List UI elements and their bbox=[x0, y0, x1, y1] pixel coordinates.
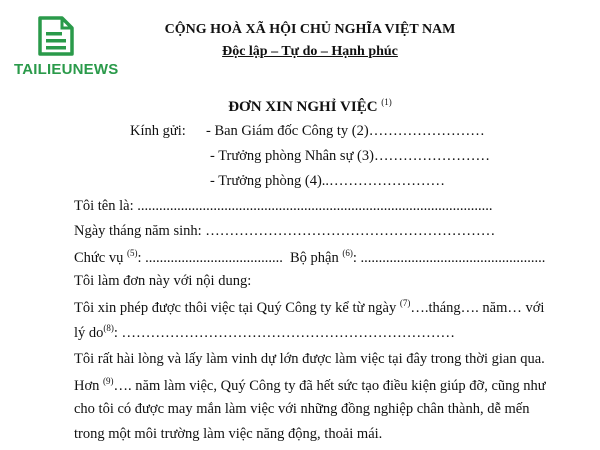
intro-line: Tôi làm đơn này với nội dung: bbox=[74, 273, 252, 289]
position-label: Chức vụ bbox=[74, 249, 124, 266]
paragraph-note: (9) bbox=[103, 376, 114, 386]
reason-note: (8) bbox=[103, 323, 114, 333]
position-field bbox=[74, 248, 283, 267]
paragraph-line-1: Tôi rất hài lòng và lấy làm vinh dự lớn được làm việc tại đây trong thời gian qua. bbox=[74, 351, 545, 367]
paragraph-line-2-a: Hơn bbox=[74, 377, 100, 394]
motto-heading bbox=[0, 44, 600, 60]
position-dots: : ...................................... bbox=[137, 249, 283, 266]
paragraph-line-3: cho tôi có được may mắn làm việc với những đồng nghiệp chân thành, dễ mến bbox=[74, 401, 530, 417]
paragraph-line-4: trong một môi trường làm việc năng động, thoải mái. bbox=[74, 426, 383, 442]
motto-text: Độc lập – Tự do – Hạnh phúc bbox=[222, 44, 398, 59]
title-note: (1) bbox=[381, 97, 392, 107]
dept-label: Bộ phận bbox=[290, 249, 339, 266]
recipient-line-3: - Trưởng phòng (4)..…………………… bbox=[210, 173, 446, 189]
reason-line bbox=[74, 323, 455, 342]
paragraph-line-2 bbox=[74, 376, 546, 395]
recipient-label: Kính gửi: bbox=[130, 123, 186, 139]
position-note: (5) bbox=[126, 248, 138, 258]
request-note: (7) bbox=[399, 298, 411, 308]
title-text: ĐƠN XIN NGHỈ VIỆC bbox=[228, 99, 378, 115]
recipient-line-2: - Trưởng phòng Nhân sự (3)…………………… bbox=[210, 148, 490, 164]
request-text-a: Tôi xin phép được thôi việc tại Quý Công ty kể từ ngày bbox=[74, 299, 397, 316]
nation-heading: CỘNG HOÀ XÃ HỘI CHỦ NGHĨA VIỆT NAM bbox=[164, 22, 456, 37]
recipient-line-1: - Ban Giám đốc Công ty (2)…………………… bbox=[206, 123, 485, 139]
name-field: Tôi tên là: .................................................................................................. bbox=[74, 198, 493, 214]
paragraph-line-2-b: …. năm làm việc, Quý Công ty đã hết sức tạo điều kiện giúp đỡ, cũng như bbox=[113, 377, 546, 394]
dob-field: Ngày tháng năm sinh: …………………………………………………… bbox=[74, 223, 496, 239]
dept-dots: : ................................................... bbox=[352, 249, 546, 266]
reason-label: lý do bbox=[74, 324, 104, 341]
dept-field bbox=[290, 248, 545, 267]
document-title bbox=[0, 97, 600, 116]
request-line bbox=[74, 298, 544, 317]
request-text-b: ….tháng…. năm… với bbox=[410, 299, 545, 316]
dept-note: (6) bbox=[342, 248, 353, 258]
reason-dots: : …………………………………………………………… bbox=[113, 324, 456, 341]
logo-text: TAILIEUNEWS bbox=[14, 61, 119, 78]
